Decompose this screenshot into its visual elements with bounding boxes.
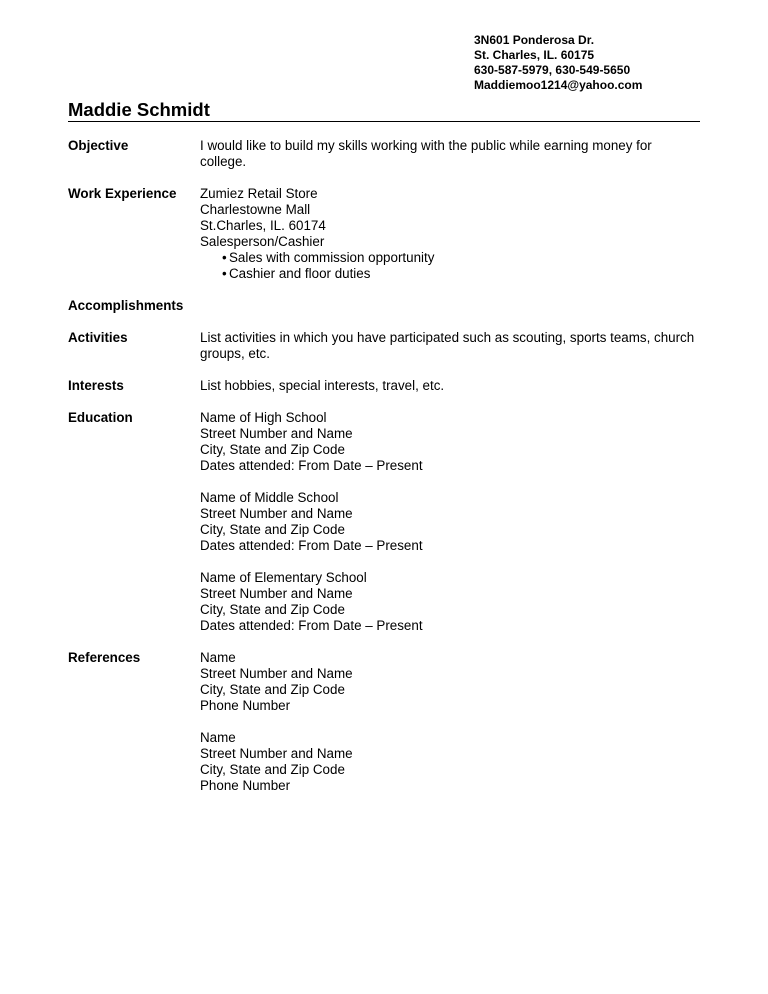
contact-block <box>474 33 642 93</box>
work-experience-label: Work Experience <box>68 186 177 201</box>
work-title: Salesperson/Cashier <box>200 234 325 249</box>
resume-name-heading: Maddie Schmidt <box>68 99 700 122</box>
work-bullet-text: Cashier and floor duties <box>229 266 371 281</box>
school-city: City, State and Zip Code <box>200 442 345 457</box>
resume-sections <box>68 138 700 794</box>
reference-city: City, State and Zip Code <box>200 682 345 697</box>
reference-street: Street Number and Name <box>200 746 353 761</box>
school-dates: Dates attended: From Date – Present <box>200 458 423 473</box>
work-bullet-item <box>200 250 700 266</box>
activities-label: Activities <box>68 330 128 345</box>
reference-street: Street Number and Name <box>200 666 353 681</box>
objective-text: I would like to build my skills working with the public while earning money for college. <box>200 138 652 169</box>
interests-label: Interests <box>68 378 124 393</box>
work-company: Zumiez Retail Store <box>200 186 318 201</box>
objective-section <box>68 138 700 170</box>
work-city: St.Charles, IL. 60174 <box>200 218 326 233</box>
work-experience-section <box>68 186 700 282</box>
accomplishments-section <box>68 298 700 314</box>
bullet-symbol: • <box>222 266 227 281</box>
objective-label: Objective <box>68 138 129 153</box>
reference-city: City, State and Zip Code <box>200 762 345 777</box>
accomplishments-label: Accomplishments <box>68 298 184 313</box>
school-street: Street Number and Name <box>200 586 353 601</box>
contact-city: St. Charles, IL. 60175 <box>474 48 595 62</box>
school-street: Street Number and Name <box>200 506 353 521</box>
school-city: City, State and Zip Code <box>200 522 345 537</box>
references-section <box>68 650 700 794</box>
school-name: Name of Middle School <box>200 490 339 505</box>
work-location: Charlestowne Mall <box>200 202 311 217</box>
bullet-symbol: • <box>222 250 227 265</box>
reference-phone: Phone Number <box>200 778 291 793</box>
reference-name: Name <box>200 650 236 665</box>
school-dates: Dates attended: From Date – Present <box>200 618 423 633</box>
work-bullet-item <box>200 266 700 282</box>
work-bullet-text: Sales with commission opportunity <box>229 250 435 265</box>
education-label: Education <box>68 410 133 425</box>
contact-email: Maddiemoo1214@yahoo.com <box>474 78 643 92</box>
school-name: Name of High School <box>200 410 327 425</box>
contact-street: 3N601 Ponderosa Dr. <box>474 33 595 47</box>
interests-text: List hobbies, special interests, travel, etc. <box>200 378 445 393</box>
activities-text: List activities in which you have participated such as scouting, sports teams, church groups, etc. <box>200 330 695 361</box>
activities-section <box>68 330 700 362</box>
reference-name: Name <box>200 730 236 745</box>
references-label: References <box>68 650 141 665</box>
education-section <box>68 410 700 634</box>
school-city: City, State and Zip Code <box>200 602 345 617</box>
interests-section <box>68 378 700 394</box>
reference-phone: Phone Number <box>200 698 291 713</box>
school-dates: Dates attended: From Date – Present <box>200 538 423 553</box>
school-name: Name of Elementary School <box>200 570 367 585</box>
contact-phones: 630-587-5979, 630-549-5650 <box>474 63 631 77</box>
school-street: Street Number and Name <box>200 426 353 441</box>
